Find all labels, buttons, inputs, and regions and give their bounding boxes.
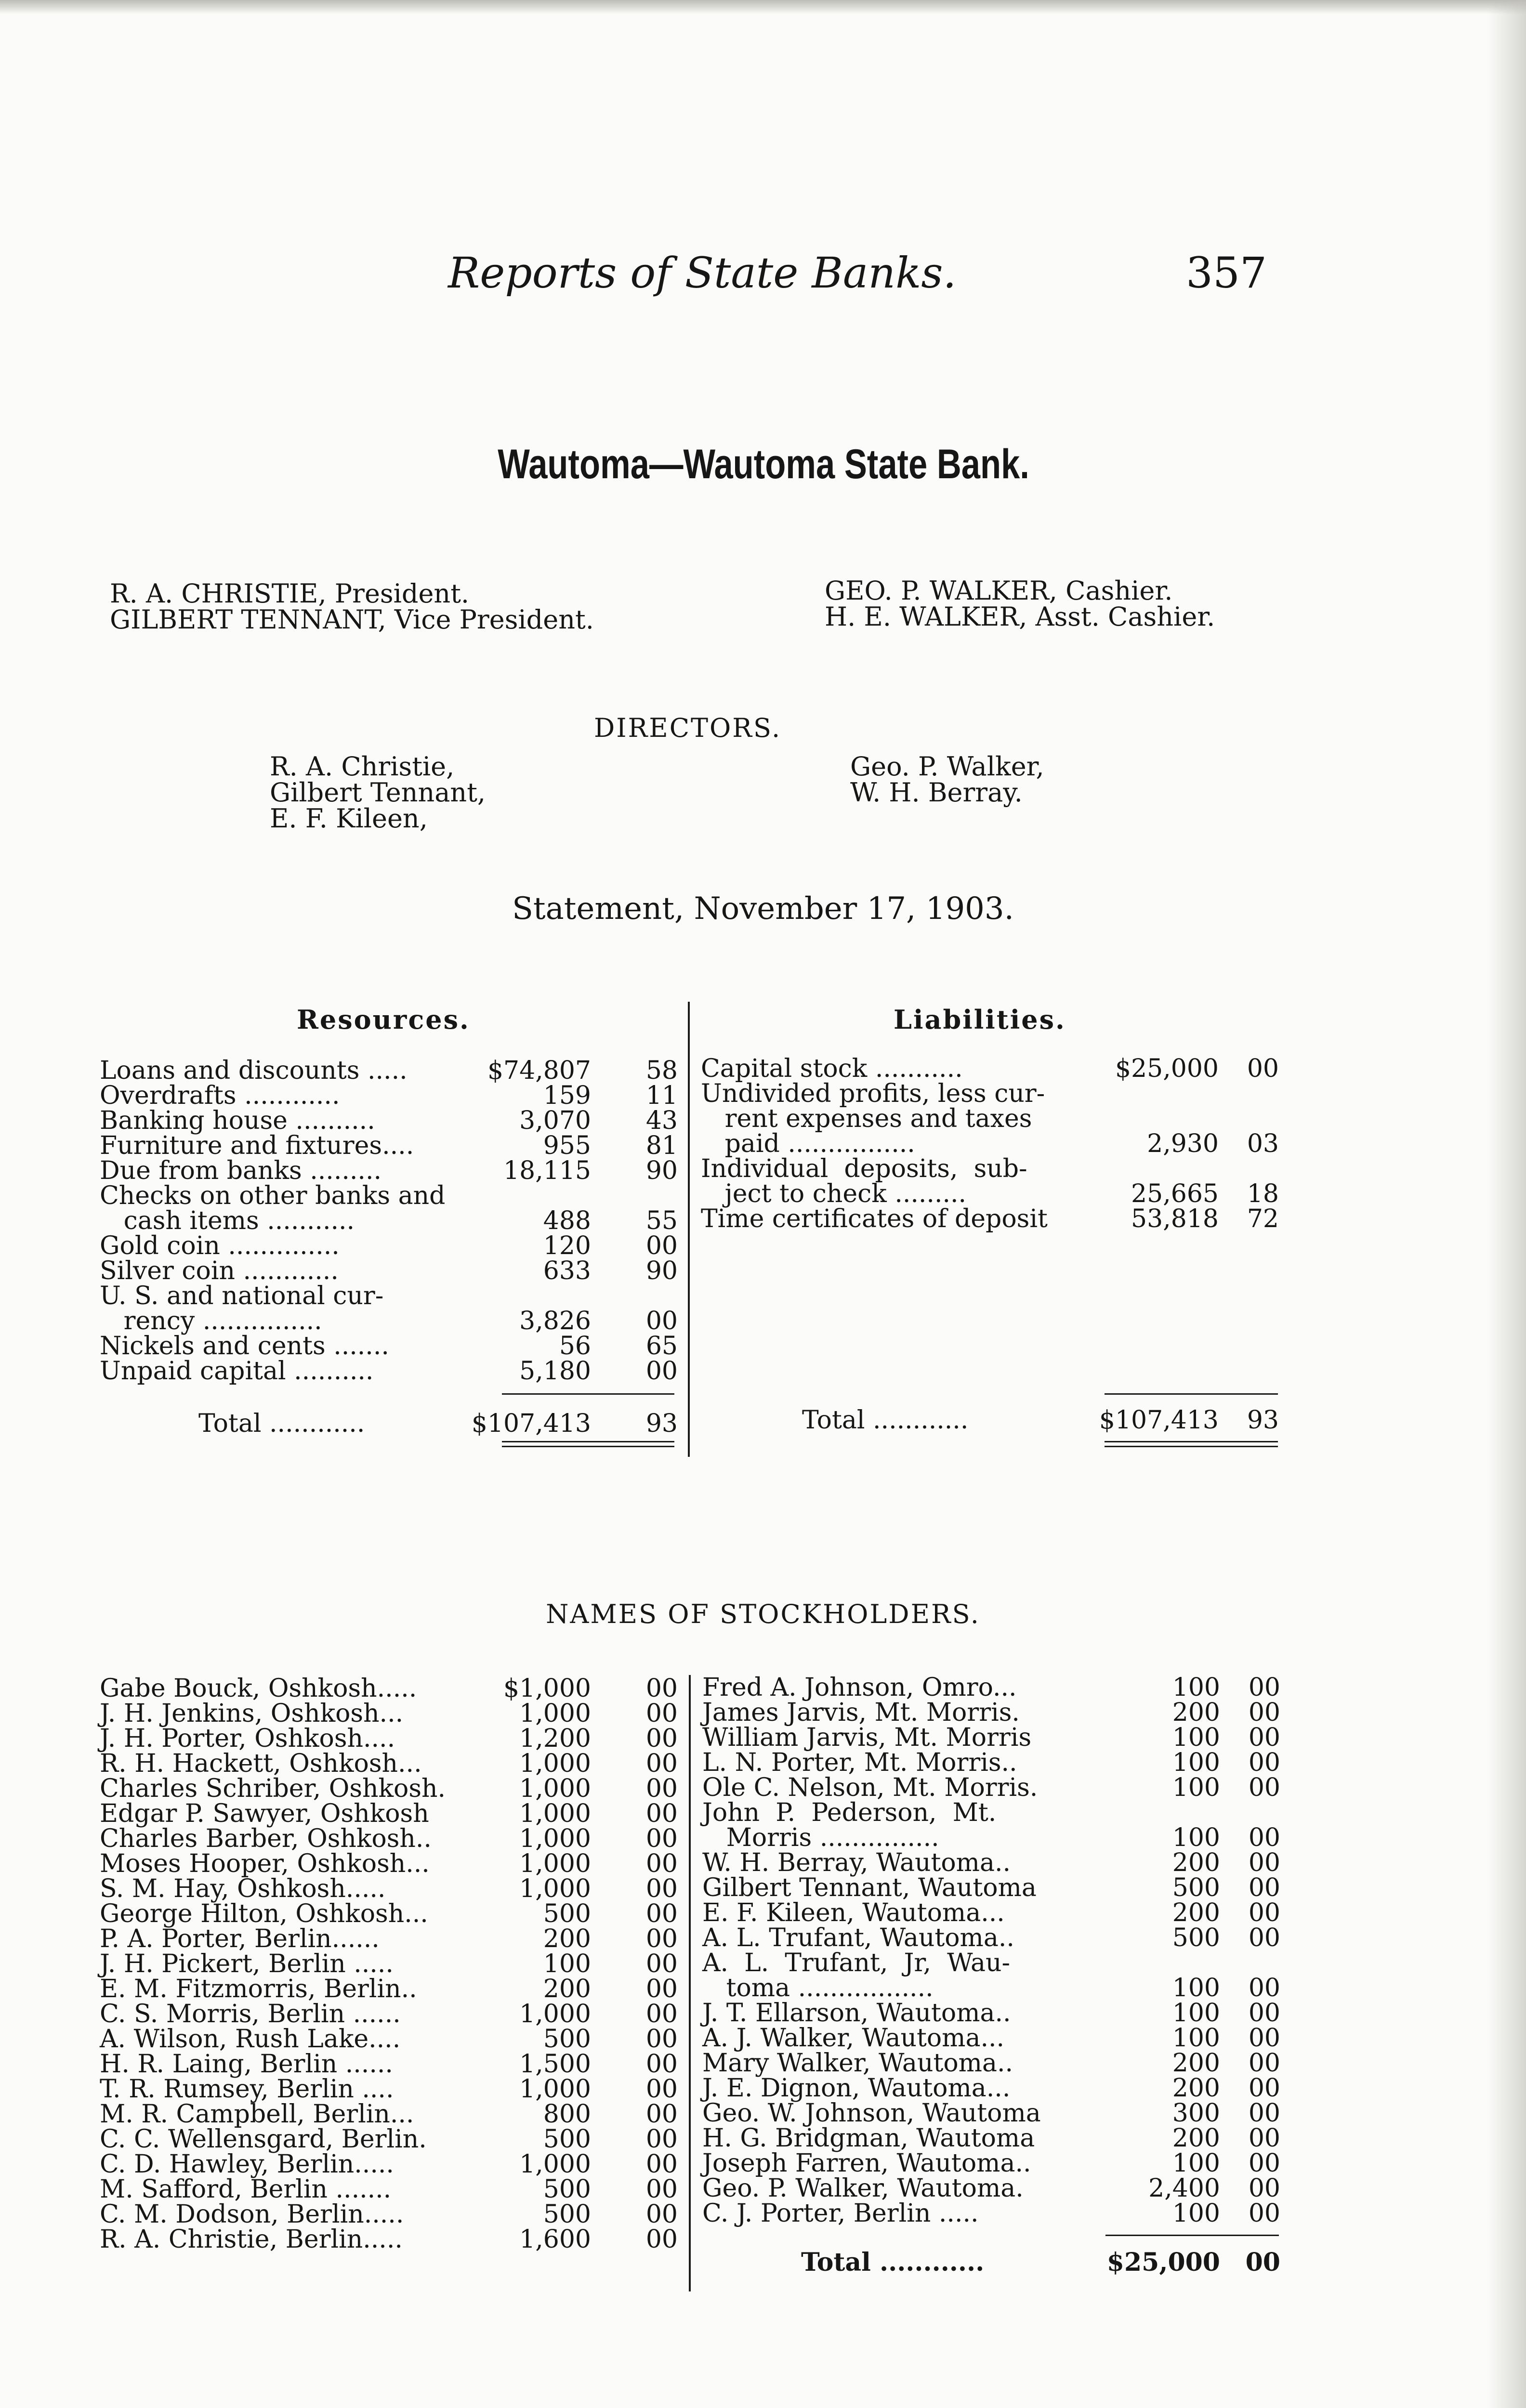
stockholder-row [702,1750,1280,1775]
total-rule [1105,2235,1279,2236]
row-cents: 00 [1248,1823,1280,1852]
row-label: paid ................ [701,1129,915,1158]
row-label: T. R. Rumsey, Berlin .... [100,2075,394,2104]
row-dollars: $74,807 [487,1056,591,1085]
row-label: J. H. Pickert, Berlin ..... [100,1950,394,1978]
row-dollars: 25,665 [1131,1179,1219,1208]
resource-row [100,1083,678,1108]
resources-total [100,1411,678,1436]
row-cents: 00 [645,1231,678,1260]
resources-heading: Resources. [297,1004,470,1035]
row-dollars: 200 [1172,2074,1220,2103]
row-dollars: 100 [543,1950,591,1978]
stockholder-row [702,2026,1280,2051]
row-label: toma ................. [702,1974,934,2002]
row-label: Furniture and fixtures.... [100,1131,414,1160]
row-dollars: 100 [1172,1773,1220,1802]
row-dollars: $25,000 [1115,1054,1219,1083]
row-label: Geo. P. Walker, Wautoma. [702,2174,1024,2203]
liability-row [701,1056,1279,1081]
row-label: cash items ........... [100,1206,355,1235]
row-cents: 00 [1248,2149,1280,2178]
stockholder-row [100,2077,678,2102]
row-cents: 00 [645,1874,678,1903]
row-label: J. T. Ellarson, Wautoma.. [702,1999,1011,2028]
row-label: Gabe Bouck, Oshkosh..... [100,1674,417,1703]
row-cents: 00 [645,2200,678,2229]
resource-row [100,1058,678,1083]
stockholder-row [100,2127,678,2152]
total-double-rule [502,1446,674,1447]
row-cents: 00 [1248,2099,1280,2128]
resource-row [100,1258,678,1283]
row-label: J. H. Porter, Oshkosh.... [100,1724,395,1753]
row-cents: 00 [645,1975,678,2003]
row-label: George Hilton, Oshkosh... [100,1899,428,1928]
liabilities-heading: Liabilities. [894,1004,1066,1035]
row-cents: 90 [645,1156,678,1185]
row-dollars: 500 [543,2125,591,2154]
row-dollars: 200 [1172,2124,1220,2153]
row-cents: 00 [1248,1673,1280,1702]
resource-row [100,1359,678,1384]
row-dollars: 100 [1172,1974,1220,2002]
stockholder-row [100,2102,678,2127]
director-name: Gilbert Tennant, [270,777,486,808]
row-label: Fred A. Johnson, Omro... [702,1673,1017,1702]
row-dollars: 159 [543,1081,591,1110]
row-label: Gold coin .............. [100,1231,340,1260]
stockholder-row [100,2227,678,2252]
row-label: rency ............... [100,1307,322,1335]
row-dollars: 5,180 [519,1357,591,1386]
stockholder-row [100,2152,678,2177]
row-label: R. A. Christie, Berlin..... [100,2225,403,2254]
row-cents: 00 [1248,2024,1280,2053]
stockholder-row [100,2052,678,2077]
row-label: Charles Barber, Oshkosh.. [100,1824,432,1853]
running-head: Reports of State Banks. [448,248,957,298]
resource-row [100,1208,678,1233]
row-cents: 65 [645,1332,678,1361]
stockholder-row [702,2076,1280,2101]
row-label: William Jarvis, Mt. Morris [702,1723,1032,1752]
row-dollars: 800 [543,2100,591,2129]
resource-row [100,1283,678,1309]
stockholder-row [702,1775,1280,1800]
row-cents: 00 [645,1899,678,1928]
row-cents: 00 [1248,2124,1280,2153]
total-label: Total ............ [198,1409,365,1438]
row-label: M. R. Campbell, Berlin... [100,2100,414,2129]
stockholder-row [100,1851,678,1876]
row-cents: 00 [1248,1898,1280,1927]
directors-left [270,751,486,834]
row-label: R. H. Hackett, Oshkosh... [100,1749,422,1778]
row-label: Edgar P. Sawyer, Oshkosh [100,1799,429,1828]
liability-row [701,1156,1279,1181]
row-label: A. L. Trufant, Jr, Wau- [702,1949,1011,1977]
stockholder-row [702,1950,1280,1976]
row-cents: 00 [645,1924,678,1953]
row-cents: 00 [645,1849,678,1878]
stockholder-row [702,2201,1280,2226]
resource-row [100,1108,678,1133]
stockholder-row [100,1976,678,2002]
row-dollars: 100 [1172,1673,1220,1702]
row-label: S. M. Hay, Oshkosh..... [100,1874,386,1903]
row-dollars: 100 [1172,1823,1220,1852]
total-label: Total ............ [801,2248,985,2277]
resource-row [100,1133,678,1158]
row-cents: 00 [1248,1873,1280,1902]
row-cents: 43 [645,1106,678,1135]
resource-row [100,1334,678,1359]
row-dollars: 500 [1172,1924,1220,1952]
row-dollars: 488 [543,1206,591,1235]
total-double-rule [1105,1441,1278,1442]
stockholder-row [702,1925,1280,1950]
row-dollars: 100 [1172,1748,1220,1777]
row-label: Gilbert Tennant, Wautoma [702,1873,1037,1902]
row-cents: 00 [645,1674,678,1703]
stockholder-row [702,1675,1280,1700]
row-dollars: 500 [543,1899,591,1928]
officer-cashier: GEO. P. WALKER, Cashier. [825,576,1173,606]
row-cents: 00 [645,2000,678,2028]
stockholder-row [100,1701,678,1726]
row-dollars: 1,000 [519,2150,591,2179]
director-name: E. F. Kileen, [270,803,428,834]
total-cents: 93 [1247,1406,1279,1435]
row-label: Moses Hooper, Oshkosh... [100,1849,430,1878]
row-label: C. C. Wellensgard, Berlin. [100,2125,427,2154]
row-label: James Jarvis, Mt. Morris. [702,1698,1020,1727]
stockholders-total [702,2250,1280,2275]
row-label: C. J. Porter, Berlin ..... [702,2199,979,2228]
row-cents: 00 [645,1724,678,1753]
row-dollars: 1,000 [519,1849,591,1878]
liability-row [701,1106,1279,1131]
row-cents: 00 [1248,2074,1280,2103]
row-dollars: 1,000 [519,1774,591,1803]
row-cents: 00 [1248,1924,1280,1952]
liabilities-table [701,1056,1279,1231]
stockholder-row [100,1901,678,1926]
row-dollars: 200 [1172,1698,1220,1727]
liabilities-total [701,1408,1279,1433]
row-cents: 81 [645,1131,678,1160]
liability-row [701,1181,1279,1206]
total-cents: 93 [645,1409,678,1438]
total-dollars: $107,413 [471,1409,591,1438]
stockholder-row [702,1825,1280,1850]
row-dollars: 1,000 [519,1749,591,1778]
row-dollars: 1,000 [519,2000,591,2028]
row-cents: 55 [645,1206,678,1235]
directors-heading: DIRECTORS. [594,713,782,743]
row-dollars: 100 [1172,2199,1220,2228]
row-cents: 00 [1248,1723,1280,1752]
row-label: E. F. Kileen, Wautoma... [702,1898,1005,1927]
total-cents: 00 [1245,2248,1280,2277]
row-label: Mary Walker, Wautoma.. [702,2049,1013,2078]
row-label: P. A. Porter, Berlin...... [100,1924,380,1953]
liability-row [701,1206,1279,1231]
row-cents: 03 [1247,1129,1279,1158]
row-cents: 00 [645,1749,678,1778]
row-label: Checks on other banks and [100,1181,446,1210]
row-label: C. M. Dodson, Berlin..... [100,2200,404,2229]
row-cents: 58 [645,1056,678,1085]
row-dollars: 100 [1172,2149,1220,2178]
stockholder-row [702,1900,1280,1925]
row-cents: 00 [1248,2174,1280,2203]
row-dollars: 200 [1172,2049,1220,2078]
row-label: Time certificates of deposit [701,1204,1048,1233]
scan-edge-top [0,0,1526,14]
stockholder-row [100,1801,678,1826]
total-label: Total ............ [802,1406,969,1435]
row-dollars: 200 [1172,1848,1220,1877]
row-label: E. M. Fitzmorris, Berlin.. [100,1975,417,2003]
row-dollars: 500 [543,2200,591,2229]
statement-title: Statement, November 17, 1903. [512,891,1014,927]
resource-row [100,1158,678,1183]
row-cents: 00 [645,1357,678,1386]
row-dollars: 1,000 [519,1699,591,1728]
row-dollars: 1,000 [519,1799,591,1828]
row-cents: 00 [645,2125,678,2154]
row-cents: 00 [1248,1848,1280,1877]
stockholder-row [702,1800,1280,1825]
stockholder-row [100,2177,678,2202]
stockholder-row [702,1850,1280,1875]
officer-president: R. A. CHRISTIE, President. [110,578,470,609]
row-cents: 00 [645,2175,678,2204]
stockholder-row [702,1700,1280,1725]
row-cents: 00 [645,1774,678,1803]
row-dollars: 500 [543,2025,591,2054]
resources-table [100,1058,678,1384]
row-dollars: 300 [1172,2099,1220,2128]
row-cents: 00 [645,2225,678,2254]
row-cents: 00 [1248,2199,1280,2228]
row-dollars: 2,930 [1147,1129,1219,1158]
row-cents: 00 [1248,1698,1280,1727]
row-cents: 00 [645,2100,678,2129]
row-dollars: 633 [543,1256,591,1285]
liability-row [701,1131,1279,1156]
row-label: Individual deposits, sub- [701,1154,1027,1183]
row-cents: 11 [645,1081,678,1110]
bank-title: Wautoma—Wautoma State Bank. [498,441,1029,487]
row-label: Joseph Farren, Wautoma.. [702,2149,1031,2178]
row-label: Nickels and cents ....... [100,1332,389,1361]
resource-row [100,1233,678,1258]
row-cents: 00 [645,2150,678,2179]
stockholder-row [100,1726,678,1751]
row-label: L. N. Porter, Mt. Morris.. [702,1748,1017,1777]
row-label: Geo. W. Johnson, Wautoma [702,2099,1041,2128]
row-cents: 00 [645,1799,678,1828]
row-dollars: 1,200 [519,1724,591,1753]
stockholder-row [702,2101,1280,2126]
director-name: R. A. Christie, [270,751,455,782]
row-dollars: 1,500 [519,2050,591,2079]
stockholders-heading: NAMES OF STOCKHOLDERS. [546,1599,980,1629]
row-label: W. H. Berray, Wautoma.. [702,1848,1011,1877]
stockholder-row [100,1776,678,1801]
row-cents: 90 [645,1256,678,1285]
total-rule [502,1393,674,1395]
row-cents: 00 [1248,2049,1280,2078]
row-label: Charles Schriber, Oshkosh. [100,1774,446,1803]
officers-left [110,578,594,635]
row-label: A. J. Walker, Wautoma... [702,2024,1005,2053]
row-dollars: 500 [1172,1873,1220,1902]
stockholder-row [100,2002,678,2027]
row-label: J. E. Dignon, Wautoma... [702,2074,1011,2103]
row-label: Morris ............... [702,1823,939,1852]
stockholders-left [100,1676,678,2252]
row-cents: 00 [645,1824,678,1853]
row-dollars: 100 [1172,2024,1220,2053]
row-label: J. H. Jenkins, Oshkosh... [100,1699,404,1728]
row-cents: 18 [1247,1179,1279,1208]
row-label: Ole C. Nelson, Mt. Morris. [702,1773,1038,1802]
row-label: A. L. Trufant, Wautoma.. [702,1924,1014,1952]
row-dollars: 100 [1172,1999,1220,2028]
row-cents: 00 [645,2025,678,2054]
row-label: A. Wilson, Rush Lake.... [100,2025,401,2054]
row-label: Banking house .......... [100,1106,375,1135]
stockholder-row [702,2051,1280,2076]
director-name: Geo. P. Walker, [850,751,1044,782]
total-double-rule [502,1441,674,1442]
row-dollars: 100 [1172,1723,1220,1752]
officers-right [825,578,1215,630]
row-label: C. S. Morris, Berlin ...... [100,2000,401,2028]
row-cents: 00 [645,2075,678,2104]
stockholder-row [100,1826,678,1851]
stockholder-row [100,1751,678,1776]
stockholder-row [702,1875,1280,1900]
row-cents: 00 [645,1307,678,1335]
stockholder-row [702,2001,1280,2026]
scan-edge-right [1487,0,1526,2408]
total-double-rule [1105,1446,1278,1447]
stockholder-row [100,1876,678,1901]
row-label: M. Safford, Berlin ....... [100,2175,392,2204]
row-label: John P. Pederson, Mt. [702,1798,997,1827]
row-dollars: 120 [543,1231,591,1260]
column-divider [689,1675,691,2291]
row-dollars: 1,600 [519,2225,591,2254]
row-dollars: 3,070 [519,1106,591,1135]
page-number: 357 [1186,248,1267,298]
row-label: Overdrafts ............ [100,1081,340,1110]
row-label: rent expenses and taxes [701,1104,1032,1133]
column-divider [688,1002,690,1457]
directors-right [850,751,1044,808]
row-dollars: 200 [543,1975,591,2003]
stockholder-row [702,1725,1280,1750]
row-dollars: 18,115 [503,1156,591,1185]
resource-row [100,1183,678,1208]
row-dollars: 1,000 [519,1824,591,1853]
row-cents: 00 [1248,1999,1280,2028]
stockholders-right [702,1675,1280,2226]
stockholder-row [100,1926,678,1951]
row-label: H. R. Laing, Berlin ...... [100,2050,393,2079]
stockholder-row [702,1976,1280,2001]
row-label: Loans and discounts ..... [100,1056,408,1085]
row-label: Silver coin ............ [100,1256,339,1285]
row-cents: 00 [645,1950,678,1978]
row-dollars: 2,400 [1148,2174,1220,2203]
liability-row [701,1081,1279,1106]
row-label: Capital stock ........... [701,1054,963,1083]
row-dollars: 1,000 [519,1874,591,1903]
stockholder-row [100,2027,678,2052]
officer-vice-president: GILBERT TENNANT, Vice President. [110,604,594,635]
stockholder-row [702,2126,1280,2151]
row-cents: 00 [1247,1054,1279,1083]
row-label: H. G. Bridgman, Wautoma [702,2124,1035,2153]
total-rule [1105,1393,1278,1395]
row-label: ject to check ......... [701,1179,967,1208]
row-cents: 00 [645,1699,678,1728]
row-dollars: 500 [543,2175,591,2204]
row-cents: 00 [645,2050,678,2079]
row-label: Undivided profits, less cur- [701,1079,1045,1108]
row-cents: 00 [1248,1773,1280,1802]
row-cents: 00 [1248,1748,1280,1777]
row-dollars: 1,000 [519,2075,591,2104]
row-label: C. D. Hawley, Berlin..... [100,2150,394,2179]
stockholder-row [702,2151,1280,2176]
row-label: U. S. and national cur- [100,1282,384,1310]
stockholder-row [100,2202,678,2227]
row-dollars: 3,826 [519,1307,591,1335]
total-dollars: $25,000 [1106,2248,1220,2277]
row-dollars: 56 [559,1332,591,1361]
resource-row [100,1309,678,1334]
row-cents: 00 [1248,1974,1280,2002]
row-label: Due from banks ......... [100,1156,382,1185]
stockholder-row [702,2176,1280,2201]
total-dollars: $107,413 [1099,1406,1219,1435]
row-dollars: $1,000 [503,1674,591,1703]
officer-asst-cashier: H. E. WALKER, Asst. Cashier. [825,602,1215,632]
row-dollars: 955 [543,1131,591,1160]
director-name: W. H. Berray. [850,777,1023,808]
row-label: Unpaid capital .......... [100,1357,374,1386]
row-dollars: 200 [543,1924,591,1953]
row-dollars: 200 [1172,1898,1220,1927]
stockholder-row [100,1676,678,1701]
stockholder-row [100,1951,678,1976]
row-dollars: 53,818 [1131,1204,1219,1233]
row-cents: 72 [1247,1204,1279,1233]
